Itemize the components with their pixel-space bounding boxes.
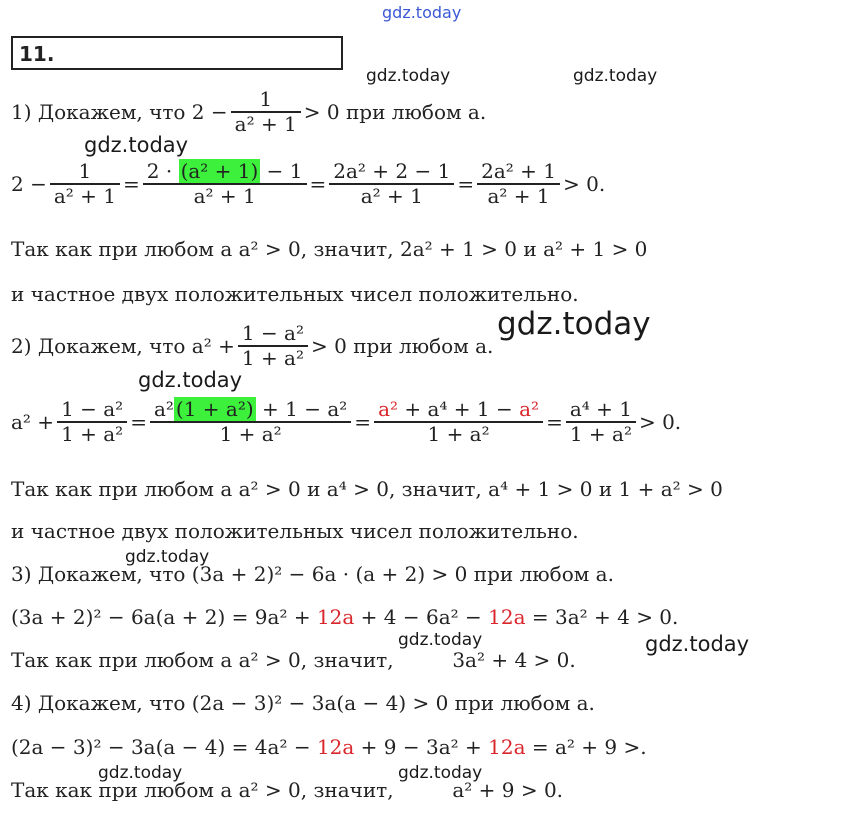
fraction: $\frac{\text{1 − a²}}{\text{1 + a²}}$ — [57, 398, 127, 446]
watermark: gdz.today — [84, 133, 189, 157]
fraction: $\frac{\text{2a² + 2 − 1}}{\text{a² + 1}}$ — [329, 160, 454, 208]
part4-statement: 4) Докажем, что (2a − 3)² − 3a(a − 4) > 0 при любом a. — [11, 691, 595, 715]
fraction: $\frac{\text{a² (1 + a²) + 1 − a²}}{\text{1 + a²}}$ — [150, 398, 351, 446]
fraction: $\frac{\text{2a² + 1}}{\text{a² + 1}}$ — [477, 160, 560, 208]
part2-reason: Так как при любом a a² > 0 и a⁴ > 0, значит, a⁴ + 1 > 0 и 1 + a² > 0 — [11, 477, 723, 501]
watermark: gdz.today — [382, 3, 462, 22]
fraction: $\frac{\text{1 − a²}}{\text{1 + a²}}$ — [238, 322, 308, 370]
task-number-box — [11, 36, 343, 70]
watermark: gdz.today — [125, 547, 210, 567]
part1-equation: 2 − $\frac{1}{\text{a² + 1}}$ = $\frac{\text{2 · (a² + 1) − 1}}{\text{a² + 1}}$ = $\frac{\text{2a² + 2 − 1}}{\text{a² + 1}}$ = $\frac{\text{2a² + 1}}{\text{a² + 1}}$ > 0. — [11, 159, 606, 208]
part3-equation: (3a + 2)² − 6a(a + 2) = 9a² + 12a + 4 − 6a² − 12a = 3a² + 4 > 0. — [11, 605, 679, 629]
part4-reason: Так как при любом a a² > 0, значит, a² + 9 > 0. — [11, 778, 564, 802]
task-number: 11. — [19, 42, 55, 66]
watermark: gdz.today — [573, 66, 658, 86]
part4-equation: (2a − 3)² − 3a(a − 4) = 4a² − 12a + 9 − 3a² + 12a = a² + 9 >. — [11, 735, 647, 759]
part1-reason: Так как при любом a a² > 0, значит, 2a² + 1 > 0 и a² + 1 > 0 — [11, 237, 648, 261]
highlight: (a² + 1) — [180, 159, 259, 183]
highlight: (1 + a²) — [175, 397, 254, 421]
fraction: $\frac{\text{a² + a⁴ + 1 − a²}}{\text{1 + a²}}$ — [374, 398, 543, 446]
part3-statement: 3) Докажем, что (3a + 2)² − 6a · (a + 2) > 0 при любом a. — [11, 562, 614, 586]
fraction: $\frac{1}{\text{a² + 1}}$ — [231, 88, 301, 136]
part2-statement: 2) Докажем, что a² + $\frac{\text{1 − a²}}{\text{1 + a²}}$ > 0 при любом a. — [11, 321, 494, 370]
part2-conclusion: и частное двух положительных чисел положительно. — [11, 519, 579, 543]
watermark: gdz.today — [645, 632, 750, 656]
fraction: $\frac{\text{a⁴ + 1}}{\text{1 + a²}}$ — [566, 398, 636, 446]
watermark: gdz.today — [138, 368, 243, 392]
watermark: gdz.today — [497, 306, 651, 342]
watermark: gdz.today — [398, 630, 483, 650]
part3-reason: Так как при любом a a² > 0, значит, 3a² + 4 > 0. — [11, 648, 576, 672]
fraction: $\frac{1}{\text{a² + 1}}$ — [50, 160, 120, 208]
part1-conclusion: и частное двух положительных чисел положительно. — [11, 282, 579, 306]
fraction: $\frac{\text{2 · (a² + 1) − 1}}{\text{a² + 1}}$ — [143, 160, 307, 208]
part2-equation: a² + $\frac{\text{1 − a²}}{\text{1 + a²}}$ = $\frac{\text{a² (1 + a²) + 1 − a²}}{\text{1 + a²}}$ = $\frac{\text{a² + a⁴ + 1 − a²}}{\text{1 + a²}}$ = $\frac{\text{a⁴ + 1}}{\text{1 + a²}}$ > 0. — [11, 397, 682, 446]
watermark: gdz.today — [398, 763, 483, 783]
part1-statement: 1) Докажем, что 2 − $\frac{1}{\text{a² + 1}}$ > 0 при любом a. — [11, 87, 487, 136]
watermark: gdz.today — [98, 763, 183, 783]
watermark: gdz.today — [366, 66, 451, 86]
